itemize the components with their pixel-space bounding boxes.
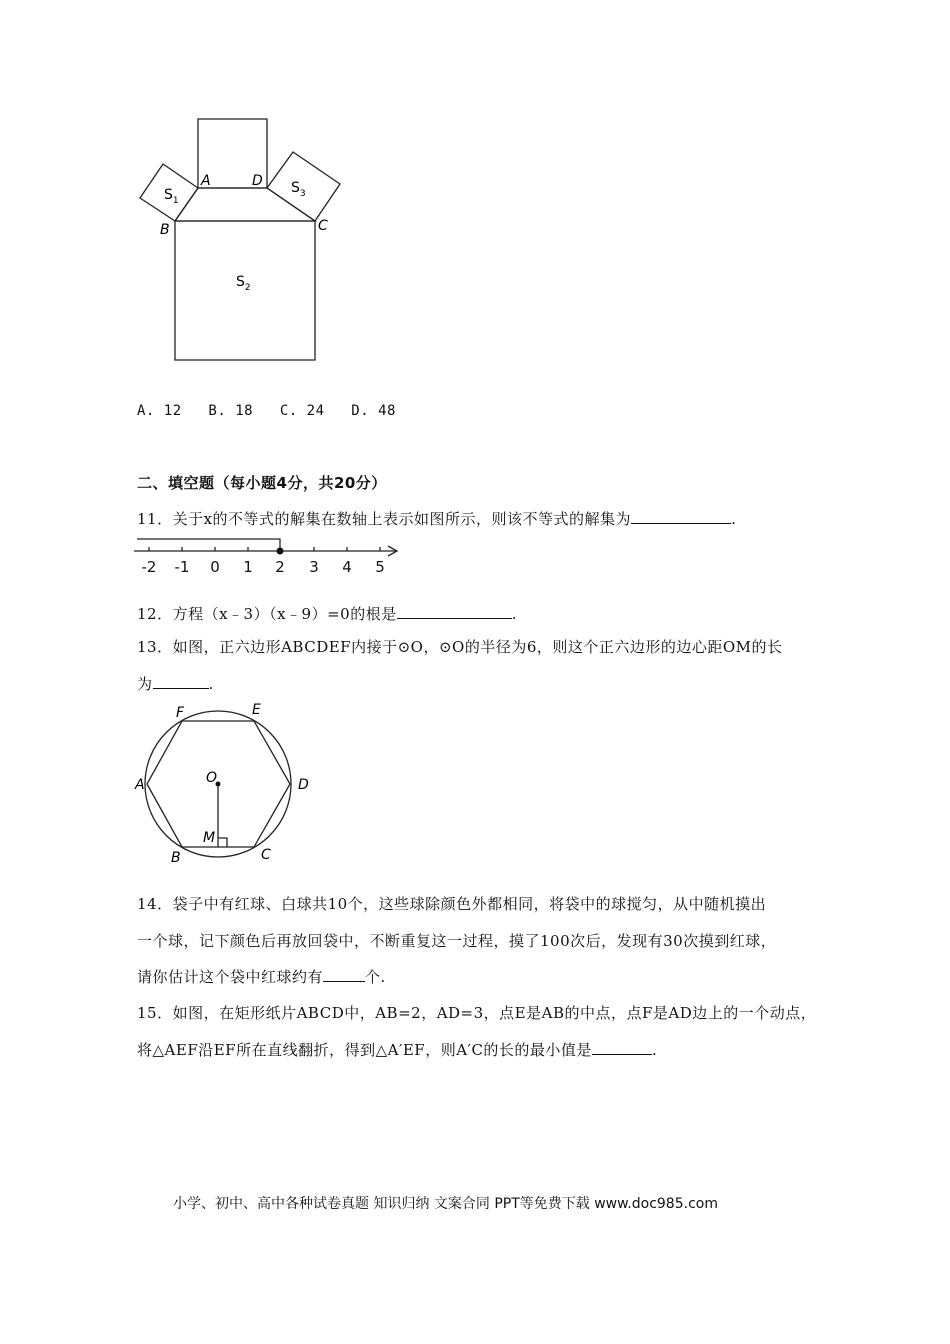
tick-label: 3 [309,558,319,576]
page-footer: 小学、初中、高中各种试卷真题 知识归纳 文案合同 PPT等免费下载 www.doc985.com [173,1196,718,1212]
q13-line2 [137,673,214,694]
tick-label: 0 [210,558,220,576]
label-b: B [160,222,170,238]
q12-text: 12．方程（x﹣3）（x﹣9）=0的根是 [137,605,397,623]
q15-line1: 15．如图，在矩形纸片ABCD中，AB=2，AD=3，点E是AB的中点，点F是AD边上的一个动点， [137,1004,817,1022]
label-c: C [261,847,271,863]
q14-text: 请你估计这个袋中红球约有 [137,968,324,986]
q14-line1: 14．袋子中有红球、白球共10个，这些球除颜色外都相同，将袋中的球搅匀，从中随机摸出 [137,895,767,913]
label-e: E [252,702,261,718]
q11 [137,508,736,529]
q12-end: . [511,605,517,623]
tick-label: 2 [275,558,285,576]
label-s3: $S_3$ [291,180,306,199]
q14-end: 个. [365,968,386,986]
label-o: O [206,770,218,786]
tick-label: 1 [243,558,253,576]
label-d: D [252,173,263,189]
q13-text: 为 [137,675,153,693]
label-m: M [203,830,216,846]
tick-label: 5 [375,558,385,576]
q11-text: 11．关于x的不等式的解集在数轴上表示如图所示，则该不等式的解集为 [137,510,632,528]
label-a: A [135,777,145,793]
number-line [134,535,404,577]
label-s2: $S_2$ [236,274,251,293]
squares-figure [130,112,360,367]
tick-label: -1 [174,558,190,576]
q13-answer-blank[interactable] [153,674,209,689]
q14-line2: 一个球，记下颜色后再放回袋中，不断重复这一过程，摸了100次后，发现有30次摸到红球， [137,932,777,950]
q15-end: . [651,1041,658,1059]
label-a: A [201,173,211,189]
label-s1: $S_1$ [164,187,179,206]
q15-line2 [137,1039,657,1060]
q13-line1: 13．如图，正六边形ABCDEF内接于⊙O，⊙O的半径为6，则这个正六边形的边心距OM的长 [137,638,783,656]
q14-answer-blank[interactable] [323,967,365,982]
label-d: D [298,777,309,793]
label-f: F [176,705,185,721]
label-b: B [171,850,181,866]
q12-answer-blank[interactable] [397,604,512,619]
q13-end: . [208,675,214,693]
q15-text: 将△AEF沿EF所在直线翻折，得到△A′EF，则A′C的长的最小值是 [137,1041,592,1059]
square-s3 [267,152,340,221]
q15-answer-blank[interactable] [592,1040,652,1055]
q11-answer-blank[interactable] [631,509,731,524]
q12 [137,603,517,624]
closed-dot-icon [277,548,284,555]
tick-label: 4 [342,558,352,576]
section2-heading: 二、填空题（每小题4分，共20分） [137,474,387,492]
q10-options: A. 12 B. 18 C. 24 D. 48 [137,403,396,419]
q11-end: . [731,510,737,528]
q14-line3 [137,966,386,987]
hexagon-figure [130,700,320,870]
tick-label: -2 [141,558,157,576]
right-angle-mark [218,838,227,847]
label-c: C [318,218,328,234]
